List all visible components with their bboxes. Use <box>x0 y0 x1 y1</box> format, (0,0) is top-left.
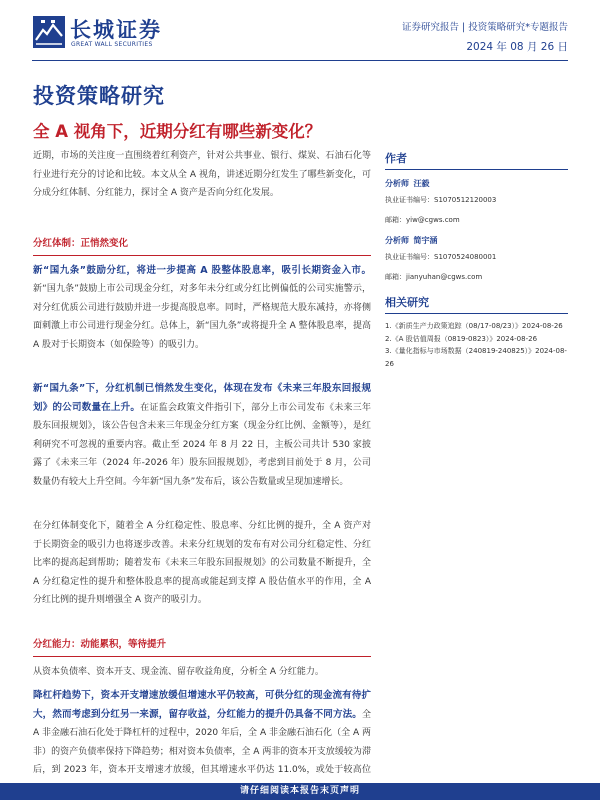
analyst-role: 分析师 <box>385 236 409 245</box>
section-title-dividend-capacity: 分红能力：动能累积，等待提升 <box>33 638 167 650</box>
highlight-text: 降杠杆趋势下，资本开支增速放缓但增速水平仍较高，可供分红的现金流有待扩大，然而考虑到分红另一来源，留存收益，分红能力的提升仍具备不同方法。 <box>33 690 371 720</box>
analyst-1 <box>385 178 568 189</box>
footer-disclaimer: 请仔细阅读本报告末页声明 <box>0 783 600 800</box>
analyst-2-email[interactable]: 邮箱：jianyuhan@cgws.com <box>385 273 483 281</box>
related-item[interactable]: 1.《新质生产力政策追踪（08/17-08/23）》2024-08-26 <box>385 322 563 330</box>
analyst-2-cert: 执业证书编号：S1070524080001 <box>385 253 497 261</box>
section-title-dividend-system: 分红体制：正悄然变化 <box>33 237 129 249</box>
header-divider <box>32 60 568 61</box>
report-date: 2024 年 08 月 26 日 <box>466 41 568 53</box>
section1-paragraph-3: 在分红体制变化下，随着全 A 分红稳定性、股息率、分红比例的提升，全 A 资产对于长期资金的吸引力也将逐步改善。未来分红规划的发布有对公司分红稳定性、分红比率的提高起到帮助；随着发布《未来三年股东回报规划》的公司数量不断提升，全 A 分红稳定性的提升和整体股息率的提高或能起到支撑 A 股估值水平的作用，全 A 分红比例的提升则增强全 A 资产的吸引力。 <box>33 521 371 605</box>
body-text: 在证监会政策文件指引下，部分上市公司发布《未来三年股东回报规划》，该公告包含未来三年现金分红方案（现金分红比例、金额等），是红利研究不可忽视的重要内容。截止至 2024 年 8 月 22 日，主板公司共计 530 家披露了《未来三年（2024 年-2026 年）股东回报规划》，考虑到目前处于 8 月，公司数量仍有较大上升空间。今年新“国九条”发布后，该公告数量或呈现加速增长。 <box>33 402 371 487</box>
logo-text-cn: 长城证券 <box>70 17 162 42</box>
related-item[interactable]: 3.《量化指标与市场数据（240819-240825）》2024-08-26 <box>385 347 567 368</box>
report-title: 全 A 视角下，近期分红有哪些新变化？ <box>33 122 322 141</box>
great-wall-logo-icon <box>33 16 65 48</box>
body-text: 全 A 非金融石油石化处于降杠杆的过程中，2020 年后，全 A 非金融石油石化（全 A 两非）的资产负债率保持下降趋势；相对资本负债率，全 A 两非的资本开支放缓较为滞后，到 2023 年，资本开支增速才放缓，但其增速水平仍达 11.0%，或处于较高位 <box>33 709 371 775</box>
section-divider <box>33 255 371 256</box>
related-item[interactable]: 2.《A 股估值周报（0819-0823）》2024-08-26 <box>385 334 538 343</box>
brand-logo <box>33 14 173 54</box>
section-divider <box>33 656 371 657</box>
analyst-1-email[interactable]: 邮箱：yiw@cgws.com <box>385 216 460 224</box>
body-text: 新“国九条”鼓励上市公司现金分红，对多年未分红或分红比例偏低的公司实施警示，对分红优质公司进行鼓励并进一步提高股息率。同时，严格规范大股东减持，亦将侧面刺激上市公司进行现金分红。总体上，新“国九条”或将提升全 A 整体股息率，提高 A 股对于长期资本（如保险等）的吸引力。 <box>33 284 371 350</box>
section2-paragraph-1: 从资本负债率、资本开支、现金流、留存收益角度，分析全 A 分红能力。 <box>33 666 324 677</box>
header-meta <box>402 19 568 54</box>
highlight-text: 新“国九条”鼓励分红，将进一步提高 A 股整体股息率，吸引长期资金入市。 <box>33 264 371 276</box>
analyst-name: 简宇涵 <box>413 236 438 245</box>
main-column <box>33 143 371 798</box>
logo-text-en: GREAT WALL SECURITIES <box>71 41 153 48</box>
section1-paragraph-1 <box>33 262 371 355</box>
related-research-heading: 相关研究 <box>385 294 568 314</box>
analyst-1-cert: 执业证书编号：S1070512120003 <box>385 196 497 204</box>
analyst-role: 分析师 <box>385 179 409 188</box>
sidebar <box>385 150 568 370</box>
section1-paragraph-2 <box>33 380 371 491</box>
analyst-2 <box>385 235 568 246</box>
analyst-name: 汪毅 <box>413 179 430 188</box>
report-type: 投资策略研究 <box>33 84 165 108</box>
report-category: 证券研究报告 | 投资策略研究*专题报告 <box>402 22 568 33</box>
related-research-list <box>385 320 568 370</box>
intro-paragraph: 近期，市场的关注度一直围绕着红利资产，针对公共事业、银行、煤炭、石油石化等行业进行充分的讨论和比较。本文从全 A 视角，讲述近期分红发生了哪些新变化，可分成分红体制、分红能力，探讨全 A 资产是否向分红化发展。 <box>33 151 371 198</box>
authors-heading: 作者 <box>385 150 568 170</box>
highlight-text: 新“国九条”下，分红机制已悄然发生变化，体现在发布《未来三年股东回报规划》的公司数量在上升。 <box>33 383 371 413</box>
report-header <box>0 0 600 64</box>
section2-paragraph-2 <box>33 687 371 798</box>
